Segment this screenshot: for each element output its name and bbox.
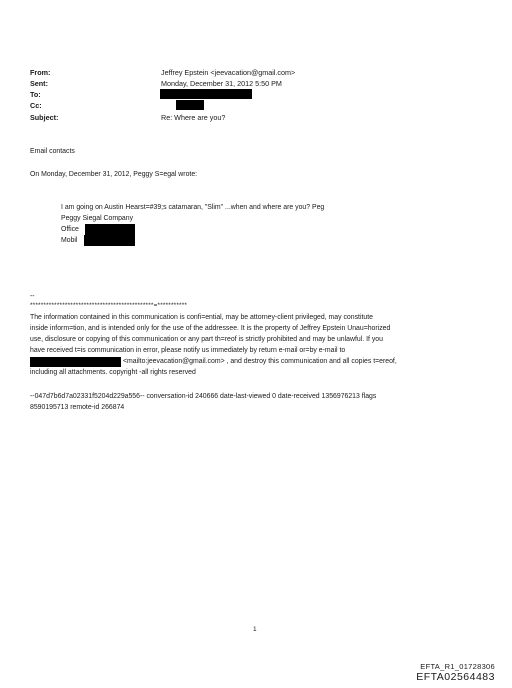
page-number: 1: [253, 626, 257, 633]
mobil-label: Mobil: [61, 237, 78, 244]
mobil-redaction: [84, 235, 135, 246]
quote-line-1: I am going on Austin Hearst=#39;s catamaran, "Slim" ...when and where are you? Peg: [61, 204, 325, 211]
from-value: Jeffrey Epstein <jeevacation@gmail.com>: [161, 68, 296, 77]
disclaimer-line-4: have received t=is communication in error, please notify us immediately by return e-mail or=by e-mail to: [30, 347, 346, 354]
disclaimer-line-6: including all attachments. copyright -all rights reserved: [30, 369, 196, 376]
to-redaction: [160, 89, 252, 99]
sent-value: Monday, December 31, 2012 5:50 PM: [161, 79, 282, 88]
quote-intro-text: On Monday, December 31, 2012, Peggy S=egal wrote:: [30, 171, 198, 178]
quote-line-2: Peggy Siegal Company: [61, 215, 134, 222]
disclaimer-line-2: inside inform=tion, and is intended only for the use of the addressee. It is the property of Jeffrey Epstein Unau=horized: [30, 325, 391, 332]
cc-label: Cc:: [30, 101, 42, 110]
disclaimer-line-1: The information contained in this communication is confi=ential, may be attorney-client privileged, may constitute: [30, 314, 373, 321]
to-label: To:: [30, 90, 41, 99]
office-redaction: [85, 224, 135, 235]
subject-value: Re: Where are you?: [161, 113, 226, 122]
disclaimer-line-3: use, disclosure or copying of this communication or any part th=reof is strictly prohibited and may be unlawful. If you: [30, 336, 383, 343]
sent-label: Sent:: [30, 79, 48, 88]
email-contacts-text: Email contacts: [30, 148, 75, 155]
from-label: From:: [30, 68, 51, 77]
stars-line: **********************************************=***********: [30, 302, 188, 309]
separator-dashes: --: [30, 293, 35, 300]
office-label: Office: [61, 226, 79, 233]
email-redaction: [30, 357, 121, 367]
disclaimer-line-5: <mailto:jeevacation@gmail.com> , and destroy this communication and all copies t=ereof,: [123, 358, 397, 365]
bates-number-small: EFTA_R1_01728306: [420, 662, 495, 671]
bates-number-large: EFTA02564483: [416, 671, 495, 683]
meta-line-2: 8590195713 remote-id 266874: [30, 404, 125, 411]
meta-line-1: --047d7b6d7a02331f5204d229a556-- conversation-id 240666 date-last-viewed 0 date-received 1356976213 flags: [30, 393, 377, 400]
subject-label: Subject:: [30, 113, 59, 122]
cc-redaction: [176, 100, 204, 110]
